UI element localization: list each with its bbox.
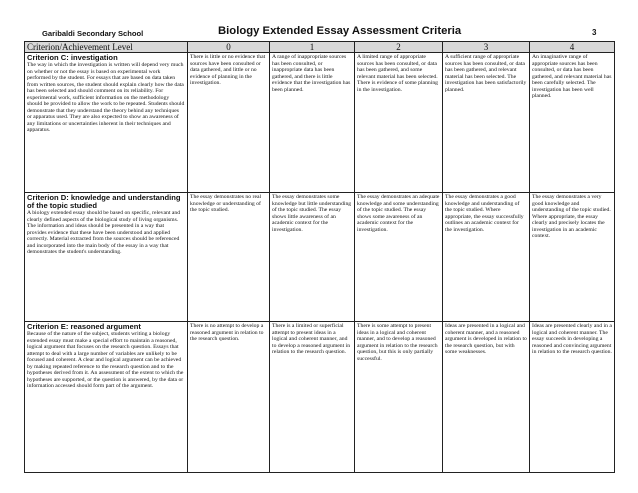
criterion-row-d	[25, 193, 615, 322]
level-4-descriptor: The essay demonstrates a very good knowledge and understanding of the topic studied. Where appropriate, the essay clearly and precisely locates the investigation in an academic context.	[530, 193, 615, 322]
level-4-descriptor: An imaginative range of appropriate sources has been consulted, or data has been gathered, and relevant material has been carefully selected. The investigation has been well planned.	[530, 53, 615, 193]
column-header-level-1: 1	[270, 42, 355, 53]
level-4-descriptor: Ideas are presented clearly and in a logical and coherent manner. The essay succeeds in developing a reasoned and convincing argument in relation to the research question.	[530, 322, 615, 473]
school-name: Garibaldi Secondary School	[42, 29, 144, 38]
level-3-descriptor: The essay demonstrates a good knowledge and understanding of the topic studied. Where appropriate, the essay successfully outlines an academic context for the investigation.	[443, 193, 530, 322]
level-3-descriptor: Ideas are presented in a logical and coherent manner, and a reasoned argument is developed in relation to the research question, but with some weaknesses.	[443, 322, 530, 473]
criteria-table	[24, 41, 615, 473]
criterion-description: Because of the nature of the subject, students writing a biology extended essay must make a special effort to maintain a reasoned, logical argument that focuses on the research question. Essays that attempt to deal with a large number of variables are unlikely to be focused and coherent. A clear and logical argument can be achieved by making repeated reference to the research question and to the hypotheses derived from it. An assessment of the extent to which the hypotheses are supported, or the question is answered, by the data or information accessed should form part of the argument.	[27, 331, 184, 389]
criterion-row-c	[25, 53, 615, 193]
level-2-descriptor: There is some attempt to present ideas in a logical and coherent manner, and to develop a reasoned argument in relation to the research question, but this is only partially successful.	[355, 322, 443, 473]
column-header-level-0: 0	[188, 42, 270, 53]
level-2-descriptor: The essay demonstrates an adequate knowledge and some understanding of the topic studied. The essay shows some awareness of an academic context for the investigation.	[355, 193, 443, 322]
level-0-descriptor: The essay demonstrates no real knowledge or understanding of the topic studied.	[188, 193, 270, 322]
criterion-cell	[25, 322, 188, 473]
column-header-criterion: Criterion/Achievement Level	[25, 42, 188, 53]
level-3-descriptor: A sufficient range of appropriate sources has been consulted, or data has been gathered, and relevant material has been selected. The investigation has been satisfactorily planned.	[443, 53, 530, 193]
column-header-level-3: 3	[443, 42, 530, 53]
page-number: 3	[592, 28, 597, 37]
level-2-descriptor: A limited range of appropriate sources has been consulted, or data has been gathered, and some relevant material has been selected. There is evidence of some planning in the investigation.	[355, 53, 443, 193]
criterion-title: Criterion D: knowledge and understanding of the topic studied	[27, 193, 181, 210]
level-1-descriptor: The essay demonstrates some knowledge but little understanding of the topic studied. The essay shows little awareness of an academic context for the investigation.	[270, 193, 355, 322]
page-header	[24, 0, 614, 40]
column-header-level-4: 4	[530, 42, 615, 53]
table-header-row	[25, 42, 615, 53]
criterion-description: The way in which the investigation is written will depend very much on whether or not the essay is based on experimental work performed by the student. For essays that are based on data taken from written sources, the student should explain clearly how the data has been selected and should comment on its reliability. For experimental work, sufficient information on the methodology should be provided to allow the work to be repeated. Students should demonstrate that they understand the theory behind any techniques or apparatus used. They are also expected to show an awareness of any limitations or uncertainties inherent in their techniques and apparatus.	[27, 62, 185, 133]
criterion-title: Criterion C: investigation	[27, 53, 118, 62]
document-title: Biology Extended Essay Assessment Criteria	[218, 25, 462, 37]
column-header-level-2: 2	[355, 42, 443, 53]
level-0-descriptor: There is little or no evidence that sources have been consulted or data gathered, and little or no evidence of planning in the investigation.	[188, 53, 270, 193]
assessment-page	[24, 0, 614, 493]
level-0-descriptor: There is no attempt to develop a reasoned argument in relation to the research question.	[188, 322, 270, 473]
criterion-cell	[25, 53, 188, 193]
level-1-descriptor: A range of inappropriate sources has been consulted, or inappropriate data has been gathered, and there is little evidence that the investigation has been planned.	[270, 53, 355, 193]
criterion-row-e	[25, 322, 615, 473]
criterion-cell	[25, 193, 188, 322]
criterion-title: Criterion E: reasoned argument	[27, 322, 141, 331]
criterion-description: A biology extended essay should be based on specific, relevant and clearly defined aspects of the biological study of living organisms. The information and ideas should be presented in a way that provides evidence that these have been understood and applied correctly. Material extracted from the sources should be referenced and incorporated into the main body of the essay in a way that demonstrates the student's understanding.	[27, 210, 181, 255]
level-1-descriptor: There is a limited or superficial attempt to present ideas in a logical and coherent manner, and to develop a reasoned argument in relation to the research question.	[270, 322, 355, 473]
